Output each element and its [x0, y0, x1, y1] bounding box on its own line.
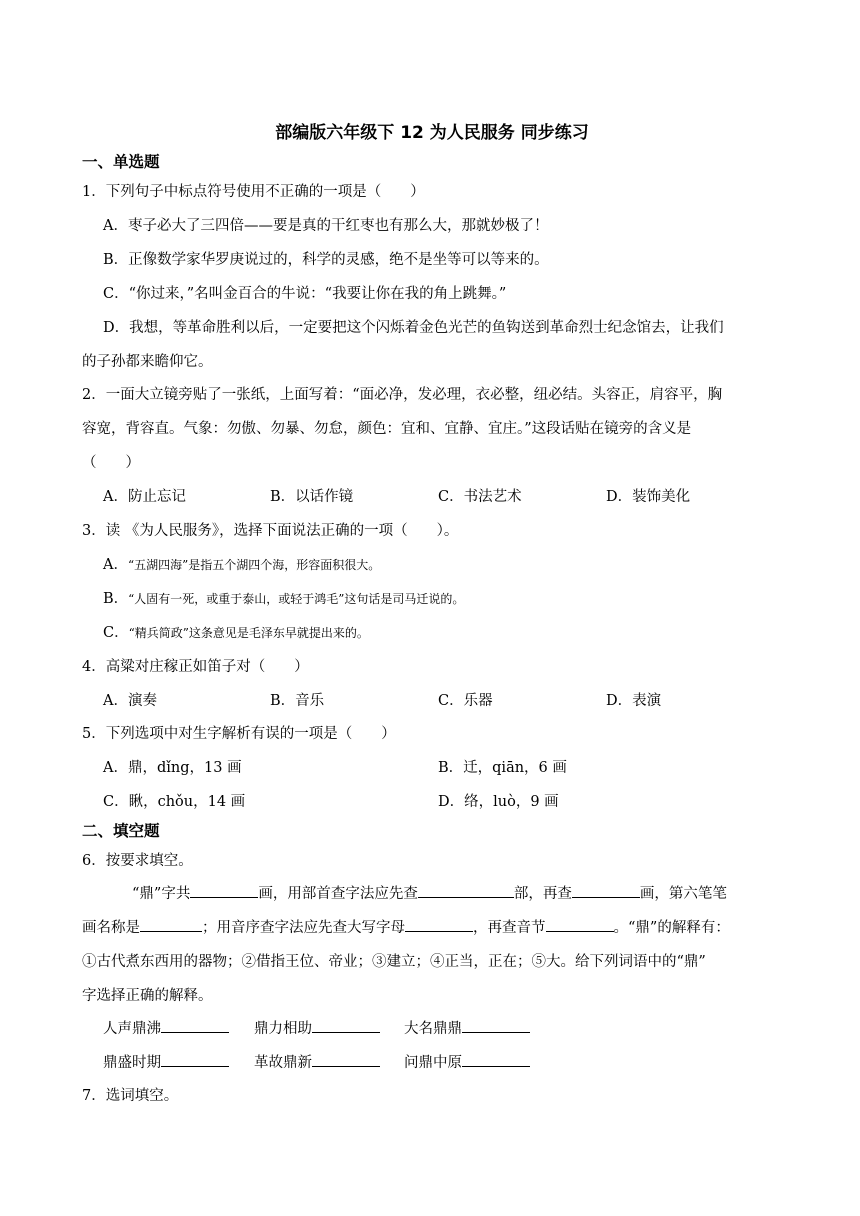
- question-6-paragraph-line3: ①古代煮东西用的器物；②借指王位、帝业；③建立；④正当，正在；⑤大。给下列词语中的“鼎”: [82, 954, 706, 970]
- text-segment: 画，用部首查字法应先查: [258, 886, 418, 902]
- word-text: 人声鼎沸: [103, 1021, 161, 1037]
- question-1-option-a: A．枣子必大了三四倍——要是真的干红枣也有那么大，那就妙极了！: [103, 218, 549, 234]
- question-6-paragraph-line4: 字选择正确的解释。: [82, 988, 213, 1004]
- question-2-option-a: A．防止忘记: [103, 489, 186, 505]
- question-1-option-c: C．“你过来，”名叫金百合的牛说：“我要让你在我的角上跳舞。”: [103, 286, 507, 302]
- answer-blank[interactable]: [312, 1018, 380, 1033]
- question-4-option-a: A．演奏: [103, 693, 157, 709]
- option-text: “人固有一死，或重于泰山，或轻于鸿毛”这句话是司马迁说的。: [128, 592, 465, 606]
- answer-blank[interactable]: [546, 917, 614, 932]
- page-title: 部编版六年级下 12 为人民服务 同步练习: [275, 123, 589, 143]
- question-1-option-d-line2: 的子孙都来瞻仰它。: [82, 354, 213, 370]
- question-1-option-b: B．正像数学家华罗庚说过的，科学的灵感，绝不是坐等可以等来的。: [103, 252, 549, 268]
- text-segment: 画，第六笔笔: [639, 886, 727, 902]
- text-segment: ；用音序查字法应先查大写字母: [202, 920, 405, 936]
- question-4-stem: 4．高粱对庄稼正如笛子对（ ）: [82, 659, 309, 675]
- section-heading-fill-in: 二、填空题: [82, 822, 160, 840]
- question-6-paragraph-line1: [132, 882, 727, 903]
- option-text: “五湖四海”是指五个湖四个海，形容面积很大。: [127, 558, 381, 572]
- answer-blank[interactable]: [418, 883, 514, 898]
- text-segment: ，再查音节: [473, 920, 546, 936]
- word-item-2: [254, 1017, 380, 1038]
- option-label: A．: [103, 557, 128, 573]
- answer-blank[interactable]: [312, 1052, 380, 1067]
- text-segment: 部，再查: [513, 886, 572, 902]
- answer-blank[interactable]: [462, 1018, 530, 1033]
- word-item-4: [103, 1051, 229, 1072]
- option-text: “精兵简政”这条意见是毛泽东早就提出来的。: [128, 626, 369, 640]
- option-label: C．: [103, 625, 129, 641]
- question-5-stem: 5．下列选项中对生字解析有误的一项是（ ）: [82, 726, 396, 742]
- question-2-option-b: B．以话作镜: [270, 489, 354, 505]
- word-text: 大名鼎鼎: [404, 1021, 462, 1037]
- question-2-stem-line2: 容宽，背容直。气象：勿傲、勿暴、勿怠，颜色：宜和、宜静、宜庄。”这段话贴在镜旁的含义是: [82, 421, 692, 437]
- word-text: 鼎盛时期: [103, 1055, 161, 1071]
- question-3-stem: 3．读 《为人民服务》，选择下面说法正确的一项（ ）。: [82, 523, 459, 539]
- answer-blank[interactable]: [140, 917, 202, 932]
- question-6-paragraph-line2: [82, 916, 730, 937]
- question-3-option-b: [103, 587, 464, 608]
- word-item-1: [103, 1017, 229, 1038]
- answer-blank[interactable]: [462, 1052, 530, 1067]
- question-2-stem-line1: 2．一面大立镜旁贴了一张纸，上面写着：“面必净，发必理，衣必整，纽必结。头容正，肩容平，胸: [82, 387, 723, 403]
- question-7-stem: 7．选词填空。: [82, 1088, 179, 1104]
- text-segment: 。“鼎”的解释有：: [613, 920, 730, 936]
- word-item-5: [254, 1051, 380, 1072]
- question-4-option-c: C．乐器: [438, 693, 493, 709]
- question-6-stem: 6．按要求填空。: [82, 853, 193, 869]
- question-5-option-d: D．络，luò，9 画: [438, 794, 559, 810]
- word-item-3: [404, 1017, 530, 1038]
- text-segment: “鼎”字共: [132, 886, 191, 902]
- word-text: 问鼎中原: [404, 1055, 462, 1071]
- question-4-option-d: D．表演: [606, 693, 662, 709]
- option-label: B．: [103, 591, 129, 607]
- word-text: 鼎力相助: [254, 1021, 312, 1037]
- answer-blank[interactable]: [161, 1052, 229, 1067]
- word-item-6: [404, 1051, 530, 1072]
- answer-blank[interactable]: [572, 883, 640, 898]
- question-1-option-d-line1: D．我想，等革命胜利以后，一定要把这个闪烁着金色光芒的鱼钩送到革命烈士纪念馆去，让我们: [103, 320, 724, 336]
- answer-blank[interactable]: [405, 917, 473, 932]
- question-2-option-d: D．装饰美化: [606, 489, 691, 505]
- question-2-stem-line3: （ ）: [82, 455, 140, 471]
- question-5-option-a: A．鼎，dǐng，13 画: [103, 760, 242, 776]
- answer-blank[interactable]: [190, 883, 258, 898]
- section-heading-single-choice: 一、单选题: [82, 153, 160, 171]
- question-3-option-c: [103, 621, 369, 642]
- question-3-option-a: [103, 553, 380, 574]
- answer-blank[interactable]: [161, 1018, 229, 1033]
- question-2-option-c: C．书法艺术: [438, 489, 522, 505]
- question-5-option-c: C．瞅，chǒu，14 画: [103, 794, 246, 810]
- word-text: 革故鼎新: [254, 1055, 312, 1071]
- question-4-option-b: B．音乐: [270, 693, 325, 709]
- question-5-option-b: B．迁，qiān，6 画: [438, 760, 567, 776]
- question-1-stem: 1．下列句子中标点符号使用不正确的一项是（ ）: [82, 184, 425, 200]
- text-segment: 画名称是: [82, 920, 140, 936]
